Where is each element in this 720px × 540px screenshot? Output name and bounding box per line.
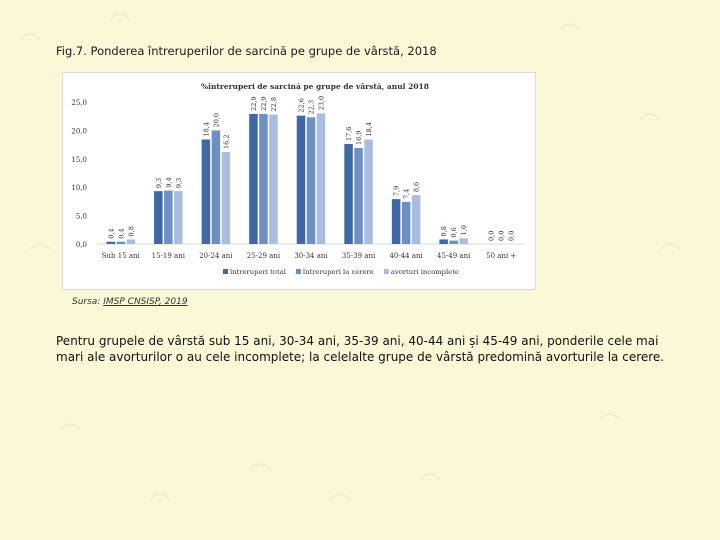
bar (459, 238, 468, 244)
x-tick-label: 50 ani + (486, 252, 517, 260)
x-tick-label: 35-39 ani (341, 252, 376, 260)
value-label: 7,4 (402, 188, 411, 199)
bar (317, 113, 326, 244)
x-tick-label: 15-19 ani (151, 252, 185, 260)
value-label: 9,3 (154, 177, 163, 189)
x-tick-label: 45-49 ani (437, 252, 471, 260)
legend-swatch (296, 269, 301, 274)
bar (392, 199, 401, 244)
x-tick-label: 40-44 ani (389, 252, 423, 260)
value-label: 16,9 (355, 130, 364, 146)
x-tick-label: 30-34 ani (294, 252, 328, 260)
y-tick-label: 10,0 (71, 184, 87, 193)
value-label: 22,6 (297, 98, 306, 113)
body-paragraph: Pentru grupele de vârstă sub 15 ani, 30-34 ani, 35-39 ani, 40-44 ani și 45-49 ani, ponderile cele mai mari ale avorturilor o au cele incomplete; la celelalte grupe de vârstă predomină avorturile la cerere. (56, 334, 665, 364)
value-label: 17,6 (345, 126, 354, 142)
value-label: 0,0 (507, 230, 516, 241)
y-tick-label: 20,0 (71, 127, 87, 136)
value-label: 22,3 (307, 99, 316, 115)
source-note (72, 297, 188, 307)
value-label: 22,8 (269, 97, 278, 112)
x-tick-label: 20-24 ani (199, 252, 233, 260)
bar (164, 191, 173, 244)
value-label: 0,0 (497, 230, 506, 241)
bar (412, 195, 421, 244)
bar (307, 117, 316, 244)
legend-label: întreruperi total (230, 268, 286, 276)
x-tick-label: Sub 15 ani (101, 252, 140, 260)
value-label: 0,8 (127, 226, 136, 237)
y-tick-label: 15,0 (71, 155, 87, 164)
value-label: 20,0 (212, 112, 221, 128)
y-tick-label: 5,0 (75, 212, 87, 221)
value-label: 8,6 (412, 181, 421, 193)
legend-label: întreruperi la cerere (302, 268, 374, 276)
chart-title: %întreruperi de sarcină pe grupe de vârstă, anul 2018 (200, 82, 430, 91)
value-label: 0,0 (487, 230, 496, 241)
bar (249, 114, 258, 244)
bar (402, 202, 411, 244)
legend-swatch (384, 269, 389, 274)
bar (212, 130, 221, 244)
value-label: 23,0 (317, 95, 326, 111)
bar (107, 242, 116, 244)
value-label: 9,4 (164, 177, 173, 188)
legend-swatch (223, 269, 228, 274)
y-tick-label: 25,0 (71, 99, 87, 107)
bar (259, 114, 268, 244)
value-label: 1,0 (460, 224, 469, 236)
y-tick-label: 0,0 (75, 241, 87, 249)
value-label: 22,9 (249, 96, 258, 111)
value-label: 16,2 (222, 134, 231, 149)
bar (449, 241, 458, 244)
bar (202, 139, 211, 244)
legend-label: avorturi incomplete (390, 268, 459, 276)
bar (439, 239, 448, 244)
value-label: 0,4 (107, 228, 116, 239)
value-label: 18,4 (202, 122, 211, 137)
value-label: 22,9 (259, 96, 268, 111)
value-label: 9,3 (174, 177, 183, 189)
bar (364, 139, 373, 244)
bar (154, 191, 163, 244)
chart-panel (62, 72, 536, 290)
bar (269, 114, 278, 244)
bar (344, 144, 353, 244)
value-label: 0,6 (450, 227, 459, 238)
value-label: 18,4 (365, 122, 374, 137)
source-text: IMSP CNSISP, 2019 (103, 297, 188, 307)
bar (354, 148, 363, 244)
value-label: 0,8 (440, 226, 449, 237)
bar (174, 191, 183, 244)
bar (117, 242, 126, 244)
x-tick-label: 25-29 ani (246, 252, 281, 260)
bar (222, 152, 231, 244)
value-label: 7,9 (392, 185, 401, 197)
figure-caption: Fig.7. Ponderea întreruperilor de sarcină pe grupe de vârstă, 2018 (56, 44, 437, 58)
value-label: 0,4 (117, 228, 126, 239)
bar (297, 116, 306, 244)
bar-chart (63, 73, 535, 289)
bar (127, 239, 135, 244)
source-label: Sursa: (72, 297, 101, 307)
